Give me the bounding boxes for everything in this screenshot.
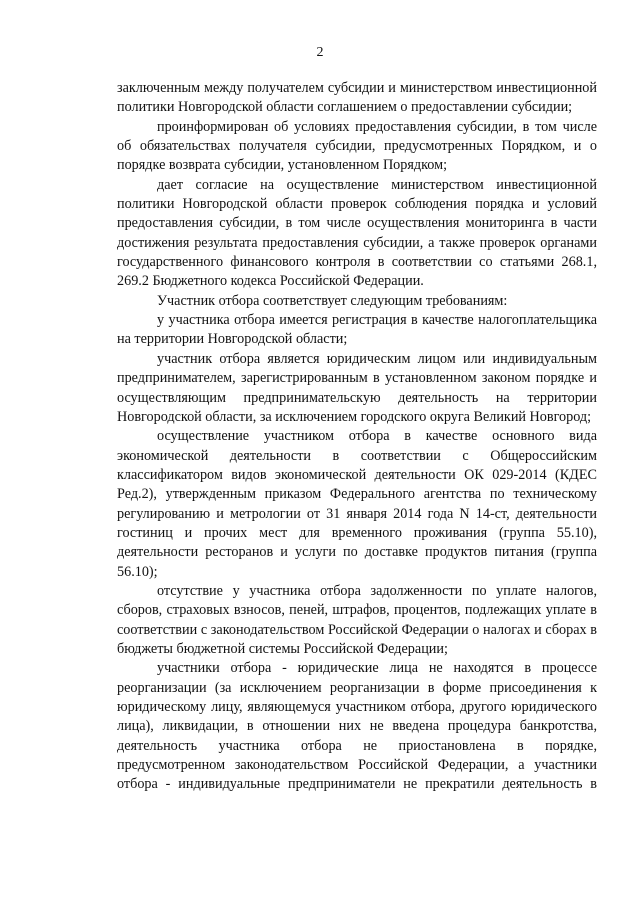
- paragraph-agreement: заключенным между получателем субсидии и министерством инвестиционной политики Новгородской области соглашением о предоставлении субсидии;: [117, 80, 597, 116]
- paragraph-consent: дает согласие на осуществление министерством инвестиционной политики Новгородской области проверок соблюдения порядка и условий предоставления субсидии, в том числе осуществления мониторинга в части достижения результата предоставления субсидии, а также проверок органами государственного финансового контроля в соответствии со статьями 268.1, 269.2 Бюджетного кодекса Российской Федерации.: [117, 176, 597, 290]
- paragraph-reorganization: участники отбора - юридические лица не находятся в процессе реорганизации (за исключением реорганизации в форме присоединения к юридическому лицу, являющемуся участником отбора, другого юридического лица), ликвидации, в отношении них не введена процедура банкротства, деятельность участника отбора не приостановлена в порядке, предусмотренном законодательством Российской Федерации, а участники отбора - индивидуальные предприниматели не прекратили деятельность в: [117, 660, 597, 793]
- paragraph-requirements-intro: Участник отбора соответствует следующим требованиям:: [157, 292, 508, 309]
- document-body: [117, 79, 597, 795]
- paragraph-no-debt: отсутствие у участника отбора задолженности по уплате налогов, сборов, страховых взносов, пеней, штрафов, процентов, подлежащих уплате в соответствии с законодательством Российской Федерации о налогах и сборах в бюджеты бюджетной системы Российской Федерации;: [117, 582, 597, 657]
- paragraph-informed: проинформирован об условиях предоставления субсидии, в том числе об обязательствах получателя субсидии, предусмотренных Порядком, и о порядке возврата субсидии, установленном Порядком;: [117, 118, 597, 174]
- page-number: 2: [316, 45, 324, 60]
- paragraph-tax-registration: у участника отбора имеется регистрация в качестве налогоплательщика на территории Новгородской области;: [117, 312, 597, 348]
- paragraph-legal-entity: участник отбора является юридическим лицом или индивидуальным предпринимателем, зарегистрированным в установленном законом порядке и осуществляющим предпринимательскую деятельность на территории Новгородской области, за исключением городского округа Великий Новгород;: [117, 350, 597, 425]
- paragraph-economic-activity: осуществление участником отбора в качестве основного вида экономической деятельности в соответствии с Общероссийским классификатором видов экономической деятельности ОК 029-2014 (КДЕС Ред.2), утвержденным приказом Федерального агентства по техническому регулированию и метрологии от 31 января 2014 года N 14-ст, деятельности гостиниц и прочих мест для временного проживания (группа 55.10), деятельности ресторанов и услуги по доставке продуктов питания (группа 56.10);: [117, 428, 597, 580]
